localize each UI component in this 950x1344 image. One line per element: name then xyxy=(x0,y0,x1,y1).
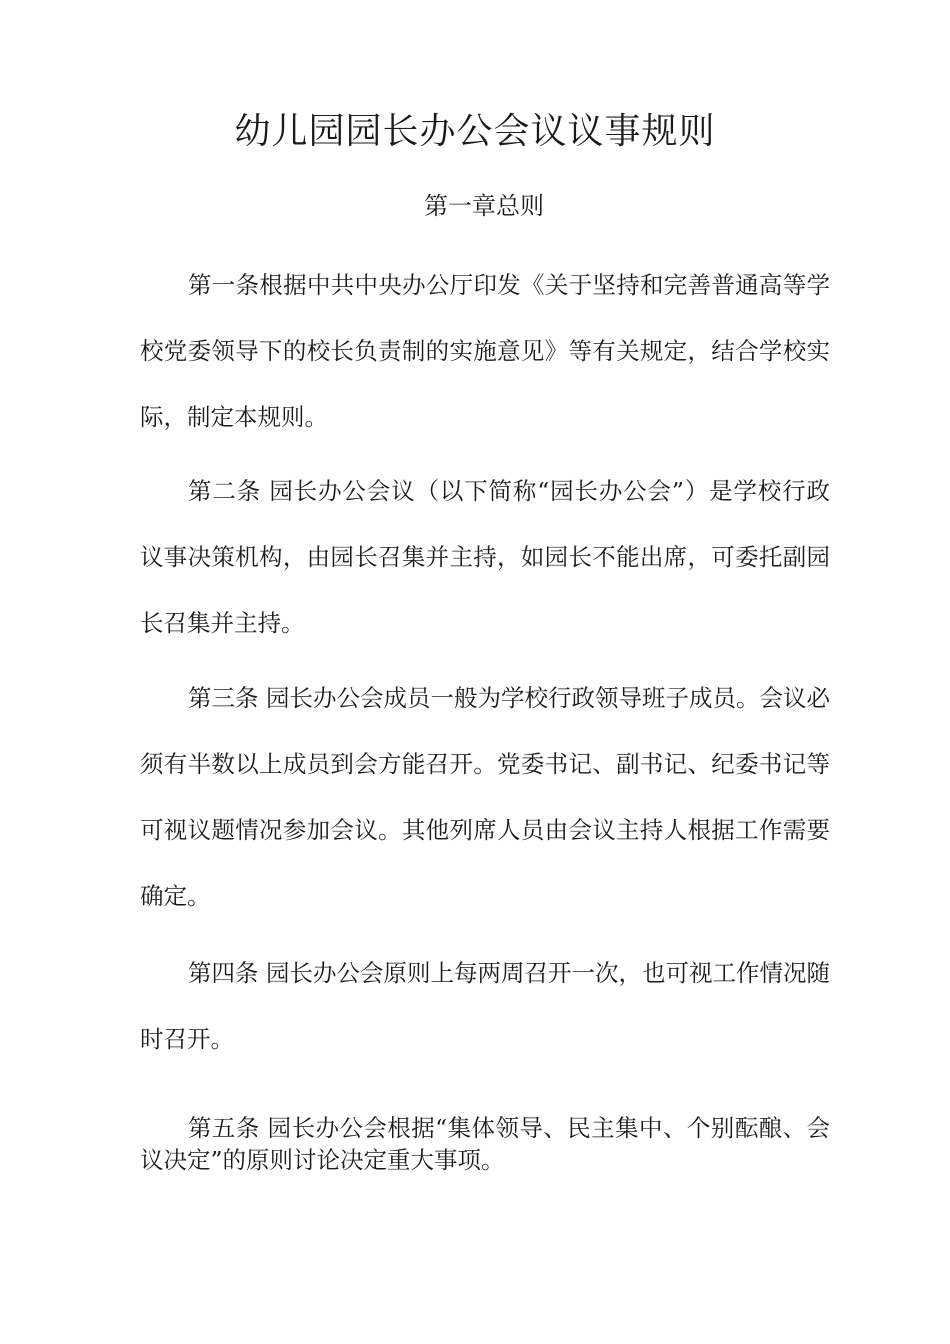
chapter-title: 第一章总则 xyxy=(424,192,544,220)
article-1: 第一条根据中共中央办公厅印发《关于坚持和完善普通高等学校党委领导下的校长负责制的实施意见》等有关规定，结合学校实际，制定本规则。 xyxy=(140,271,830,431)
article-4: 第四条 园长办公会原则上每两周召开一次，也可视工作情况随时召开。 xyxy=(140,959,830,1053)
article-5: 第五条 园长办公会根据“集体领导、民主集中、个别酝酿、会议决定”的原则讨论决定重大事项。 xyxy=(140,1114,830,1174)
article-3: 第三条 园长办公会成员一般为学校行政领导班子成员。会议必须有半数以上成员到会方能召开。党委书记、副书记、纪委书记等可视议题情况参加会议。其他列席人员由会议主持人根据工作需要确定。 xyxy=(140,684,830,910)
document-title: 幼儿园园长办公会议议事规则 xyxy=(234,111,716,152)
article-2: 第二条 园长办公会议（以下简称“园长办公会”）是学校行政议事决策机构，由园长召集并主持，如园长不能出席，可委托副园长召集并主持。 xyxy=(140,477,830,637)
